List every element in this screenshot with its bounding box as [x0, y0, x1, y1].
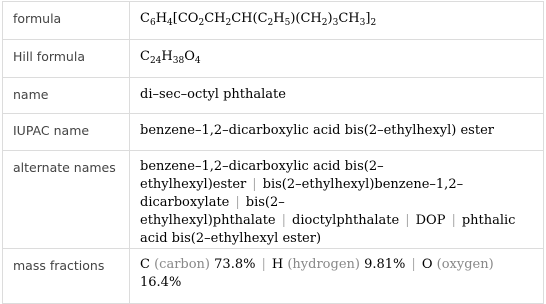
- row-iupac-name: [3, 114, 544, 151]
- name-label: name: [13, 87, 49, 102]
- formula-sub: 5: [284, 18, 291, 28]
- element-symbol: H: [271, 257, 284, 272]
- formula-sub: 2: [321, 18, 328, 28]
- formula-part: H: [161, 49, 173, 64]
- iupac-name-label: IUPAC name: [13, 123, 90, 138]
- hill-formula-label: Hill formula: [13, 49, 85, 64]
- formula-sub: 4: [194, 56, 201, 66]
- hill-formula-value: [140, 40, 535, 66]
- formula-sub: 3: [332, 18, 339, 28]
- alternate-name: dioctylphthalate: [292, 213, 400, 228]
- row-value: [130, 249, 544, 304]
- formula-part: C: [140, 11, 150, 26]
- formula-part: [CO: [172, 11, 199, 26]
- properties-table: [2, 1, 544, 304]
- element-name: (carbon): [154, 257, 211, 272]
- row-label: [3, 114, 130, 151]
- formula-part: H: [273, 11, 285, 26]
- formula-sub: 38: [172, 56, 185, 66]
- formula-part: ]: [365, 11, 371, 26]
- alternate-names-label: alternate names: [13, 160, 116, 175]
- mass-fraction-value: 73.8%: [214, 257, 256, 272]
- formula-sub: 2: [225, 18, 232, 28]
- mass-fraction-value: 9.81%: [364, 257, 406, 272]
- formula-sub: 2: [370, 18, 377, 28]
- separator: |: [281, 213, 287, 228]
- row-label: [3, 40, 130, 78]
- formula-label: formula: [13, 11, 62, 26]
- row-label: [3, 2, 130, 40]
- separator: |: [411, 257, 416, 272]
- row-name: [3, 78, 544, 114]
- alternate-name: DOP: [415, 213, 446, 228]
- separator: |: [252, 177, 257, 192]
- formula-sub: 4: [167, 18, 173, 28]
- alternate-names-value: [140, 151, 535, 248]
- separator: |: [261, 257, 266, 272]
- row-value: [130, 40, 544, 78]
- alternate-name: benzene–1,2–dicarboxylic acid bis(2–ethylhexyl)ester: [140, 159, 384, 192]
- element-name: (hydrogen): [287, 257, 360, 272]
- formula-sub: 24: [149, 56, 162, 66]
- alternate-name: phthalic acid bis(2–ethylhexyl ester): [140, 213, 516, 246]
- separator: |: [235, 195, 240, 210]
- formula-value: [140, 2, 535, 28]
- mass-fractions-label: mass fractions: [13, 258, 105, 273]
- row-label: [3, 151, 130, 249]
- row-value: [130, 2, 544, 40]
- row-formula: [3, 2, 544, 40]
- row-value: [130, 151, 544, 249]
- row-label: [3, 78, 130, 114]
- element-symbol: C: [140, 257, 150, 272]
- formula-part: H: [155, 11, 168, 26]
- element-name: (oxygen): [436, 257, 494, 272]
- separator: |: [451, 213, 456, 228]
- row-label: [3, 249, 130, 304]
- mass-fractions-value: [140, 249, 535, 292]
- alternate-name: bis(2–ethylhexyl)phthalate: [140, 195, 285, 228]
- formula-part: C: [140, 49, 150, 64]
- row-hill-formula: [3, 40, 544, 78]
- row-alternate-names: [3, 151, 544, 249]
- iupac-name-value: benzene–1,2–dicarboxylic acid bis(2–ethylhexyl) ester: [140, 123, 494, 138]
- formula-sub: 3: [359, 18, 366, 28]
- formula-sub: 6: [149, 18, 156, 28]
- row-value: [130, 114, 544, 151]
- row-mass-fractions: [3, 249, 544, 304]
- formula-sub: 2: [267, 18, 274, 28]
- formula-part: ): [327, 11, 333, 26]
- formula-part: CH: [338, 11, 360, 26]
- formula-part: O: [184, 49, 195, 64]
- element-symbol: O: [421, 257, 433, 272]
- row-value: [130, 78, 544, 114]
- mass-fraction-value: 16.4%: [140, 275, 182, 290]
- name-value: di–sec–octyl phthalate: [140, 87, 286, 102]
- formula-part: )(CH: [290, 11, 322, 26]
- alternate-name: bis(2–ethylhexyl)benzene–1,2–dicarboxylate: [140, 177, 464, 210]
- formula-part: CH(C: [231, 11, 268, 26]
- separator: |: [405, 213, 410, 228]
- formula-part: CH: [204, 11, 226, 26]
- formula-sub: 2: [198, 18, 205, 28]
